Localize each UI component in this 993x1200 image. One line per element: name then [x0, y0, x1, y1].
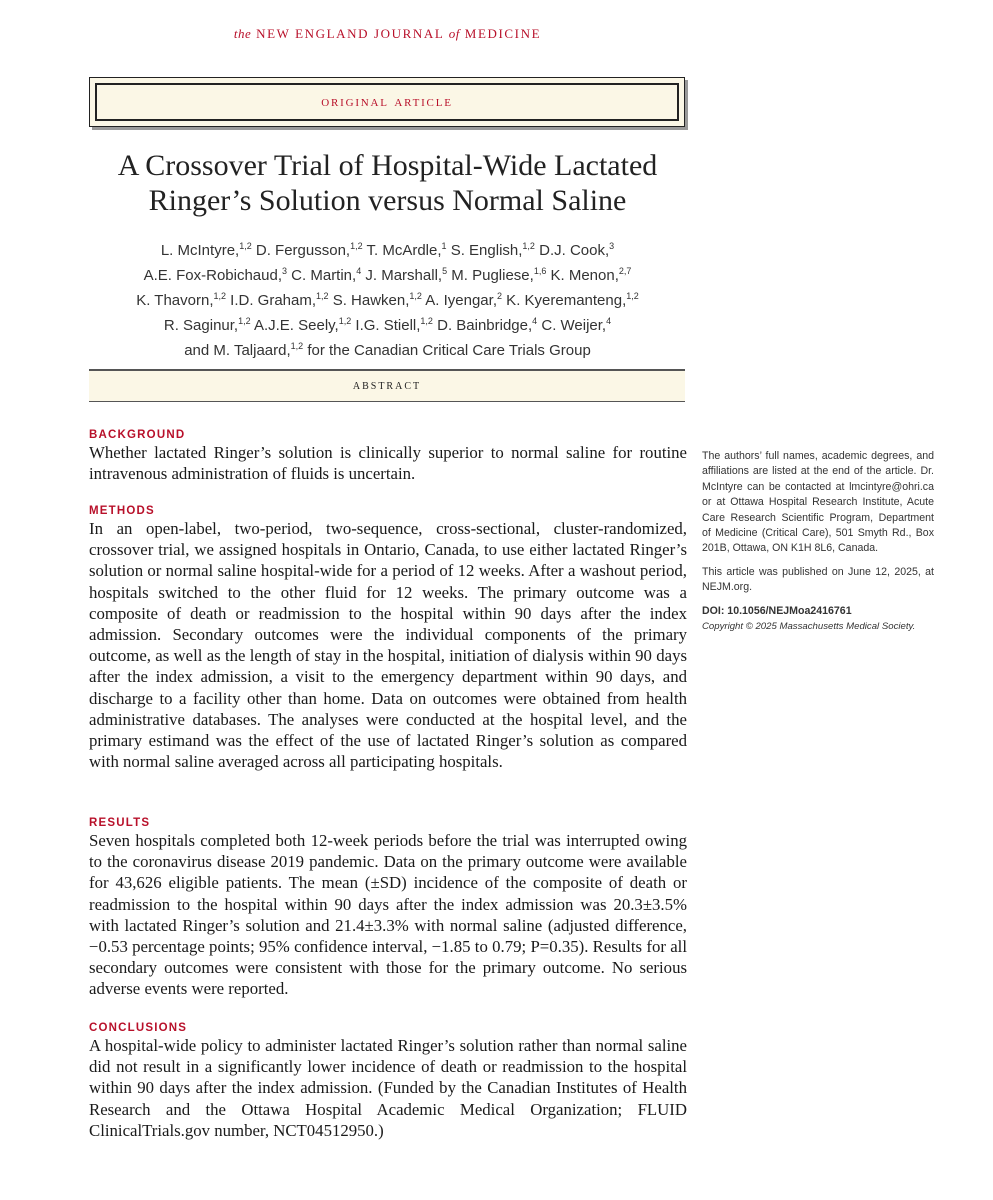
article-type-frame: [95, 83, 679, 121]
results-text: Seven hospitals completed both 12-week periods before the trial was interrupted owing to the coronavirus disease 2019 pandemic. Data on the primary outcome were available for 43,626 eligible patients. The mean (±SD) incidence of the composite of death or readmission to the hospital within 90 days after the index admission was 20.3±3.5% with lactated Ringer’s solution and 21.4±3.3% with normal saline (adjusted difference, −0.53 percentage points; 95% confidence interval, −1.85 to 0.79; P=0.35). Results for all secondary outcomes were consistent with those for the primary outcome. No serious adverse events were reported.: [89, 831, 687, 999]
author: R. Saginur,$^{1,2}$: [163, 316, 251, 334]
article-sidebar: [702, 449, 934, 642]
article-type-label: original article: [321, 93, 453, 110]
author: D. Fergusson,$^{1,2}$: [251, 241, 363, 259]
methods-heading: METHODS: [89, 505, 155, 517]
author: I.G. Stiell,$^{1,2}$: [351, 316, 433, 334]
author: M. Pugliese,$^{1,6}$: [447, 266, 547, 284]
abstract-label: abstract: [352, 378, 422, 393]
author: S. Hawken,$^{1,2}$: [328, 291, 422, 309]
conclusions-heading: CONCLUSIONS: [89, 1022, 188, 1034]
background-heading: BACKGROUND: [89, 429, 186, 441]
masthead-of: of: [448, 26, 460, 41]
article-title: [40, 148, 735, 218]
author: S. English,$^{1,2}$: [446, 241, 535, 259]
author: K. Menon,$^{2,7}$: [546, 266, 632, 284]
journal-masthead: [0, 26, 775, 42]
results-heading: RESULTS: [89, 817, 151, 829]
article-type-box: [89, 77, 685, 127]
masthead-part1: NEW ENGLAND JOURNAL: [256, 26, 444, 41]
title-line-1: A Crossover Trial of Hospital-Wide Lactated: [117, 149, 658, 182]
author: I.D. Graham,$^{1,2}$: [226, 291, 329, 309]
title-line-2: Ringer’s Solution versus Normal Saline: [148, 184, 627, 217]
author: L. McIntyre,$^{1,2}$: [160, 241, 252, 259]
masthead-prefix: the: [233, 26, 252, 41]
author: J. Marshall,$^5$: [361, 266, 448, 284]
methods-text: In an open-label, two-period, two-sequence, cross-sectional, cluster-randomized, crossover trial, we assigned hospitals in Ontario, Canada, to use either lactated Ringer’s solution or normal saline hospital-wide for a period of 12 weeks. After a washout period, hospitals switched to the other fluid for 12 weeks. The primary outcome was a composite of death or readmission to the hospital within 90 days after the index admission. Secondary outcomes were the individual components of the primary outcome, as well as the length of stay in the hospital, initiation of dialysis within 90 days after the index admission, a visit to the emergency department within 90 days, and discharge to a facility other than home. Data on outcomes were obtained from health administrative databases. The analyses were conducted at the hospital level, and the primary estimand was the effect of the use of lactated Ringer’s solution as compared with normal saline averaged across all participating hospitals.: [89, 519, 687, 772]
background-text: Whether lactated Ringer’s solution is clinically superior to normal saline for routine intravenous administration of fluids is uncertain.: [89, 443, 687, 484]
author: A. Iyengar,$^2$: [421, 291, 503, 309]
sidebar-published: This article was published on June 12, 2025, at NEJM.org.: [702, 565, 934, 594]
conclusions-text: A hospital-wide policy to administer lactated Ringer’s solution rather than normal saline did not result in a significantly lower incidence of death or readmission to the hospital within 90 days after the index admission. (Funded by the Canadian Institutes of Health Research and the Ottawa Hospital Academic Medical Organization; FLUID ClinicalTrials.gov number, NCT04512950.): [89, 1036, 687, 1140]
sidebar-copyright: Copyright © 2025 Massachusetts Medical Society.: [702, 621, 916, 633]
author: D. Bainbridge,$^4$: [432, 316, 538, 334]
sidebar-doi: DOI: 10.1056/NEJMoa2416761: [702, 604, 852, 617]
author: and M. Taljaard,$^{1,2}$: [184, 341, 304, 359]
author: D.J. Cook,$^3$: [534, 241, 615, 259]
author: C. Weijer,$^4$: [537, 316, 612, 334]
author-group: for the Canadian Critical Care Trials Group: [303, 342, 591, 359]
results-section: [89, 816, 687, 1000]
author: A.E. Fox-Robichaud,$^3$: [143, 266, 288, 284]
author: K. Kyeremanteng,$^{1,2}$: [502, 291, 639, 309]
masthead-part2: MEDICINE: [464, 26, 542, 41]
author: C. Martin,$^4$: [287, 266, 362, 284]
conclusions-section: [89, 1021, 687, 1141]
methods-section: [89, 504, 687, 772]
author: A.J.E. Seely,$^{1,2}$: [250, 316, 352, 334]
author: T. McArdle,$^1$: [362, 241, 447, 259]
author: K. Thavorn,$^{1,2}$: [136, 291, 226, 309]
sidebar-affiliations: The authors’ full names, academic degrees, and affiliations are listed at the end of the article. Dr. McIntyre can be contacted at lmcintyre@ohri.ca or at Ottawa Hospital Research Institute, Acute Care Research Scientific Program, Department of Medicine (Critical Care), 501 Smyth Rd., Box 201B, Ottawa, ON K1H 8L6, Canada.: [702, 450, 934, 555]
author-list: [40, 236, 735, 361]
abstract-header-bar: [89, 369, 685, 402]
background-section: [89, 428, 687, 484]
